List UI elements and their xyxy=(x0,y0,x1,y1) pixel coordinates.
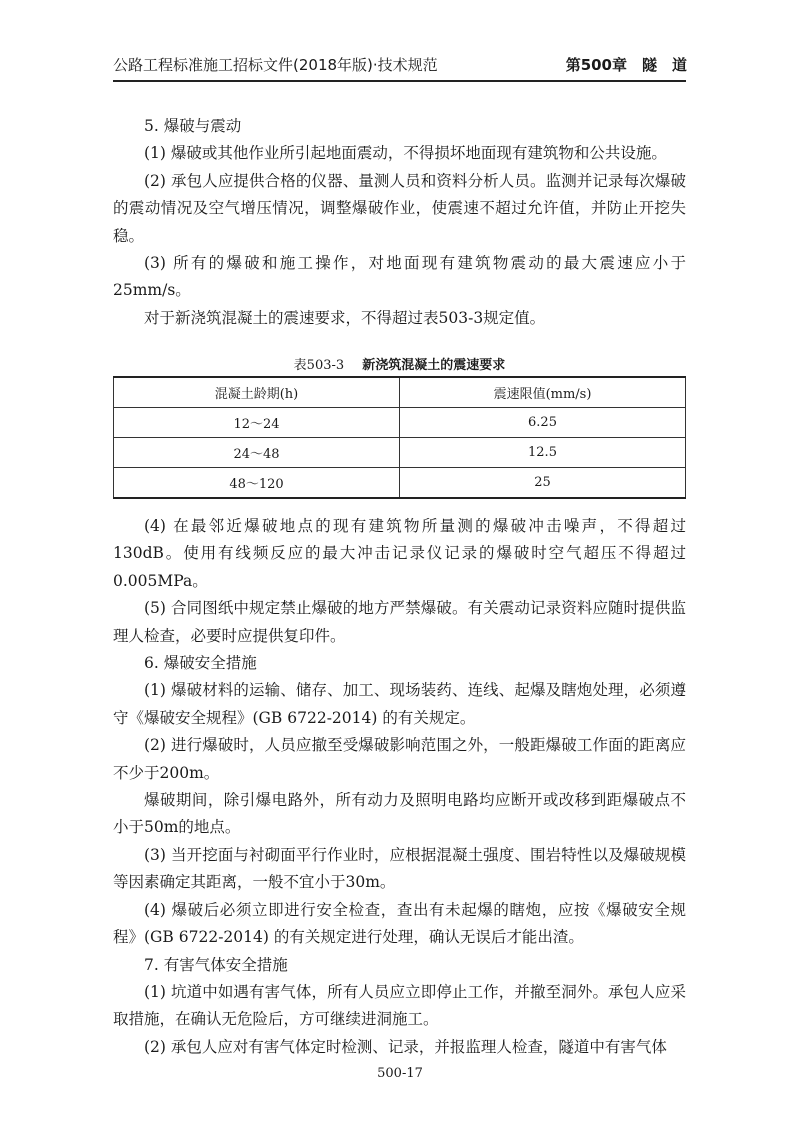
body-text-bottom xyxy=(113,513,686,1061)
paragraph: (3) 所有的爆破和施工操作，对地面现有建筑物震动的最大震速应小于25mm/s。 xyxy=(113,254,686,300)
paragraph: (4) 在最邻近爆破地点的现有建筑物所量测的爆破冲击噪声，不得超过130dB。使用有线频反应的最大冲击记录仪记录的爆破时空气超压不得超过0.005MPa。 xyxy=(113,517,686,590)
header-rule xyxy=(113,80,686,82)
paragraph: (2) 进行爆破时，人员应撤至受爆破影响范围之外，一般距爆破工作面的距离应不少于200m。 xyxy=(113,736,686,782)
table-row xyxy=(114,468,686,499)
paragraph: (2) 承包人应对有害气体定时检测、记录，并报监理人检查，隧道中有害气体 xyxy=(144,1037,667,1056)
paragraph: 对于新浇筑混凝土的震速要求，不得超过表503-3规定值。 xyxy=(144,308,546,327)
table-cell: 12.5 xyxy=(400,438,686,468)
table-cell: 6.25 xyxy=(400,408,686,438)
paragraph: 6. 爆破安全措施 xyxy=(144,654,257,673)
vibration-table xyxy=(113,376,686,499)
table-cell: 25 xyxy=(400,468,686,499)
header-chapter: 第500章 隧 道 xyxy=(565,56,687,74)
table-cell: 24～48 xyxy=(114,438,400,468)
table-cell: 12～24 xyxy=(114,408,400,438)
paragraph: (1) 爆破材料的运输、储存、加工、现场装药、连线、起爆及瞎炮处理，必须遵守《爆破安全规程》(GB 6722-2014) 的有关规定。 xyxy=(113,681,686,727)
paragraph: (1) 爆破或其他作业所引起地面震动，不得损坏地面现有建筑物和公共设施。 xyxy=(144,144,667,163)
page-number: 500-17 xyxy=(377,1066,423,1081)
paragraph: 5. 爆破与震动 xyxy=(144,117,242,135)
paragraph: (2) 承包人应提供合格的仪器、量测人员和资料分析人员。监测并记录每次爆破的震动情况及空气增压情况，调整爆破作业，使震速不超过允许值，并防止开挖失稳。 xyxy=(113,171,686,245)
paragraph: (1) 坑道中如遇有害气体，所有人员应立即停止工作，并撤至洞外。承包人应采取措施，在确认无危险后，方可继续进洞施工。 xyxy=(113,982,686,1029)
paragraph: (5) 合同图纸中规定禁止爆破的地方严禁爆破。有关震动记录资料应随时提供监理人检查，必要时应提供复印件。 xyxy=(113,599,686,645)
table-caption xyxy=(113,354,686,373)
paragraph: (3) 当开挖面与衬砌面平行作业时，应根据混凝土强度、围岩特性以及爆破规模等因素确定其距离，一般不宜小于30m。 xyxy=(113,845,686,892)
paragraph: 7. 有害气体安全措施 xyxy=(144,955,288,974)
table-header-row xyxy=(114,377,686,408)
column-header: 混凝土龄期(h) xyxy=(114,377,400,408)
table-cell: 48～120 xyxy=(114,468,400,499)
table-title: 新浇筑混凝土的震速要求 xyxy=(362,358,506,373)
header-title: 公路工程标准施工招标文件(2018年版)·技术规范 xyxy=(113,56,438,74)
paragraph: 爆破期间，除引爆电路外，所有动力及照明电路均应断开或改移到距爆破点不小于50m的地点。 xyxy=(113,791,686,837)
table-row xyxy=(114,408,686,438)
paragraph: (4) 爆破后必须立即进行安全检查，查出有未起爆的瞎炮，应按《爆破安全规程》(GB 6722-2014) 的有关规定进行处理，确认无误后才能出渣。 xyxy=(113,900,686,947)
table-number: 表503-3 xyxy=(293,358,345,373)
column-header: 震速限值(mm/s) xyxy=(400,377,686,408)
body-text-top xyxy=(113,113,686,332)
table-row xyxy=(114,438,686,468)
